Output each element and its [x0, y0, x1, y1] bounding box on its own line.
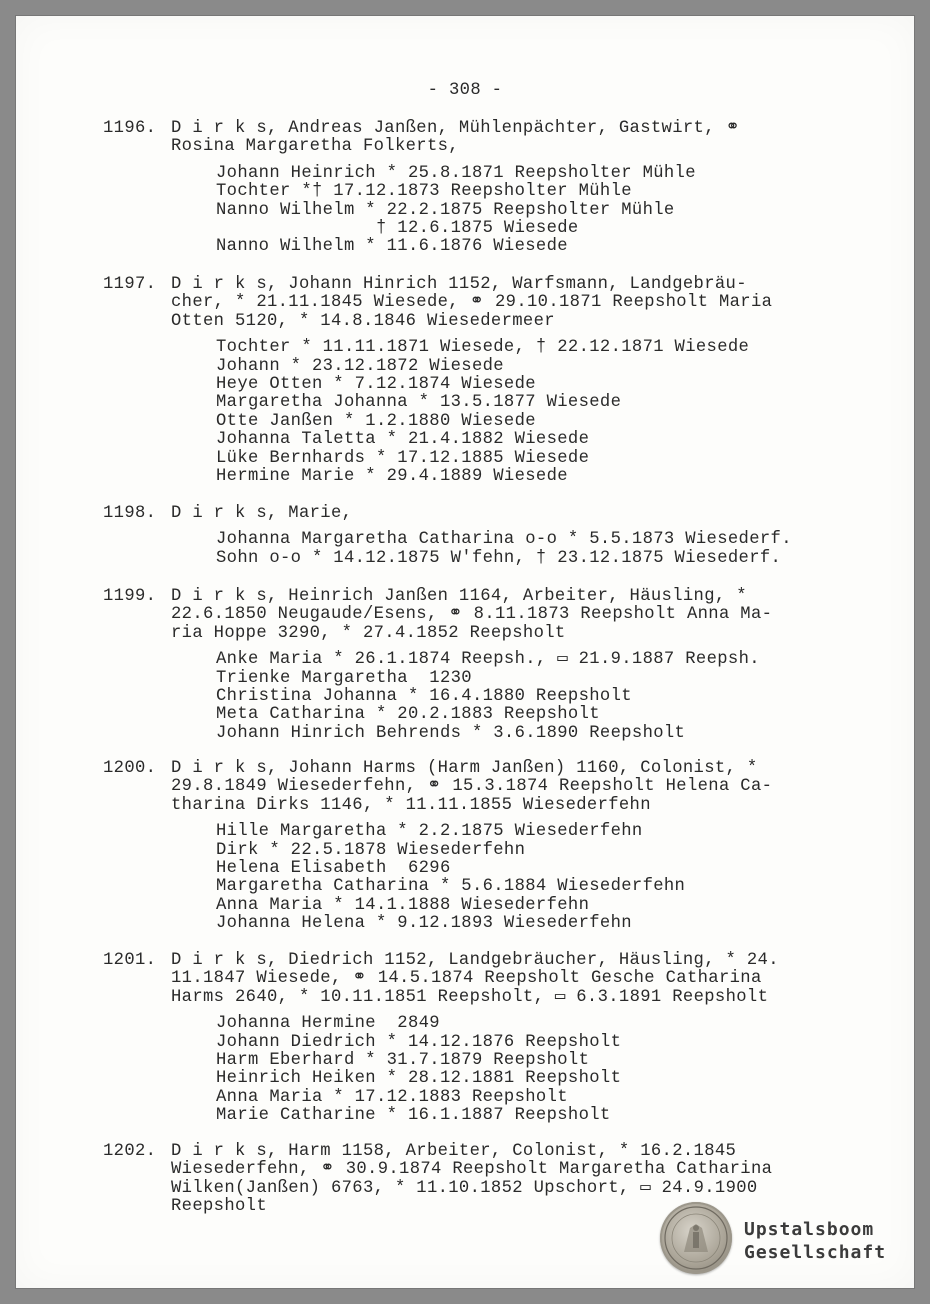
child-line: Marie Catharine * 16.1.1887 Reepsholt [216, 1106, 611, 1126]
heading-line: Reepsholt [171, 1197, 267, 1217]
child-line: † 12.6.1875 Wiesede [216, 219, 579, 239]
child-line: Harm Eberhard * 31.7.1879 Reepsholt [216, 1051, 590, 1071]
heading-line: D i r k s, Heinrich Janßen 1164, Arbeiter, Häusling, * [171, 587, 747, 606]
child-line: Johanna Helena * 9.12.1893 Wiesederfehn [216, 914, 632, 934]
heading-line: D i r k s, Diedrich 1152, Landgebräucher, Häusling, * 24. [171, 951, 779, 970]
child-line: Johanna Margaretha Catharina o-o * 5.5.1873 Wiesederf. [216, 530, 792, 550]
heading-line: Rosina Margaretha Folkerts, [171, 137, 459, 157]
entry-header [103, 505, 803, 523]
child-line: Otte Janßen * 1.2.1880 Wiesede [216, 411, 536, 431]
entry-1196 [103, 120, 803, 257]
heading-line: D i r k s, Andreas Janßen, Mühlenpächter, Gastwirt, ⚭ [171, 119, 741, 138]
child-line: Johann Heinrich * 25.8.1871 Reepsholter Mühle [216, 163, 696, 183]
brand-line-1: Upstalsboom [744, 1219, 875, 1240]
entry-header [103, 276, 803, 331]
entry-1197 [103, 276, 803, 486]
entry-heading [171, 760, 772, 815]
heading-line: 29.8.1849 Wiesederfehn, ⚭ 15.3.1874 Reepsholt Helena Ca- [171, 777, 773, 797]
entry-header [103, 588, 803, 643]
entry-header [103, 952, 803, 1007]
entry-1199 [103, 588, 803, 743]
child-line: Anke Maria * 26.1.1874 Reepsh., ▭ 21.9.1887 Reepsh. [216, 650, 760, 670]
child-line: Nanno Wilhelm * 11.6.1876 Wiesede [216, 237, 568, 257]
child-line: Johanna Hermine 2849 [216, 1014, 440, 1034]
children-list [216, 339, 803, 486]
heading-line: cher, * 21.11.1845 Wiesede, ⚭ 29.10.1871 Reepsholt Maria [171, 293, 773, 313]
children-list [216, 165, 803, 257]
child-line: Heye Otten * 7.12.1874 Wiesede [216, 375, 536, 395]
entry-header [103, 120, 803, 157]
heading-line: D i r k s, Johann Hinrich 1152, Warfsmann, Landgebräu- [171, 275, 747, 294]
entry-number: 1197. [103, 275, 157, 294]
entry-1200 [103, 760, 803, 934]
heading-line: ria Hoppe 3290, * 27.4.1852 Reepsholt [171, 623, 566, 643]
entry-1198 [103, 505, 803, 568]
child-line: Trienke Margaretha 1230 [216, 668, 472, 688]
entry-heading [171, 120, 740, 157]
entry-1201 [103, 952, 803, 1126]
entry-heading [171, 276, 772, 331]
child-line: Johann Hinrich Behrends * 3.6.1890 Reepsholt [216, 723, 686, 743]
child-line: Hermine Marie * 29.4.1889 Wiesede [216, 467, 568, 487]
page-number: - 308 - [427, 81, 503, 100]
brand-line-2: Gesellschaft [744, 1242, 887, 1263]
child-line: Anna Maria * 17.12.1883 Reepsholt [216, 1087, 568, 1107]
heading-line: tharina Dirks 1146, * 11.11.1855 Wiesederfehn [171, 795, 651, 815]
entry-header [103, 760, 803, 815]
entry-number: 1199. [103, 587, 157, 606]
entry-heading [171, 505, 352, 523]
child-line: Johann * 23.12.1872 Wiesede [216, 356, 504, 376]
entry-heading [171, 588, 772, 643]
child-line: Meta Catharina * 20.2.1883 Reepsholt [216, 705, 600, 725]
heading-line: 22.6.1850 Neugaude/Esens, ⚭ 8.11.1873 Reepsholt Anna Ma- [171, 605, 773, 625]
entry-heading [171, 952, 779, 1007]
heading-line: D i r k s, Johann Harms (Harm Janßen) 1160, Colonist, * [171, 759, 758, 778]
children-list [216, 531, 803, 568]
child-line: Sohn o-o * 14.12.1875 W'fehn, † 23.12.1875 Wiesederf. [216, 548, 782, 568]
entry-number: 1202. [103, 1142, 157, 1161]
child-line: Nanno Wilhelm * 22.2.1875 Reepsholter Mühle [216, 200, 675, 220]
child-line: Lüke Bernhards * 17.12.1885 Wiesede [216, 448, 590, 468]
child-line: Margaretha Catharina * 5.6.1884 Wiesederfehn [216, 877, 686, 897]
heading-line: D i r k s, Marie, [171, 504, 353, 523]
child-line: Dirk * 22.5.1878 Wiesederfehn [216, 840, 526, 860]
children-list [216, 651, 803, 743]
heading-line: 11.1847 Wiesede, ⚭ 14.5.1874 Reepsholt Gesche Catharina [171, 969, 762, 989]
heading-line: Wilken(Janßen) 6763, * 11.10.1852 Upschort, ▭ 24.9.1900 [171, 1178, 758, 1198]
child-line: Johanna Taletta * 21.4.1882 Wiesede [216, 430, 590, 450]
child-line: Tochter * 11.11.1871 Wiesede, † 22.12.1871 Wiesede [216, 338, 750, 358]
child-line: Tochter *† 17.12.1873 Reepsholter Mühle [216, 182, 632, 202]
child-line: Christina Johanna * 16.4.1880 Reepsholt [216, 687, 632, 707]
child-line: Heinrich Heiken * 28.12.1881 Reepsholt [216, 1069, 622, 1089]
entry-number: 1198. [103, 504, 157, 523]
upstalsboom-seal-icon [660, 1202, 732, 1274]
children-list [216, 1015, 803, 1125]
entry-number: 1196. [103, 119, 157, 138]
entry-number: 1200. [103, 759, 157, 778]
child-line: Hille Margaretha * 2.2.1875 Wiesederfehn [216, 822, 643, 842]
child-line: Margaretha Johanna * 13.5.1877 Wiesede [216, 393, 622, 413]
entry-number: 1201. [103, 951, 157, 970]
child-line: Anna Maria * 14.1.1888 Wiesederfehn [216, 895, 590, 915]
heading-line: Otten 5120, * 14.8.1846 Wiesedermeer [171, 311, 555, 331]
child-line: Johann Diedrich * 14.12.1876 Reepsholt [216, 1032, 622, 1052]
child-line: Helena Elisabeth 6296 [216, 859, 451, 879]
brand-logo-text [744, 1218, 886, 1264]
heading-line: D i r k s, Harm 1158, Arbeiter, Colonist, * 16.2.1845 [171, 1142, 737, 1161]
children-list [216, 823, 803, 933]
heading-line: Wiesederfehn, ⚭ 30.9.1874 Reepsholt Margaretha Catharina [171, 1160, 773, 1180]
heading-line: Harms 2640, * 10.11.1851 Reepsholt, ▭ 6.3.1891 Reepsholt [171, 987, 769, 1007]
